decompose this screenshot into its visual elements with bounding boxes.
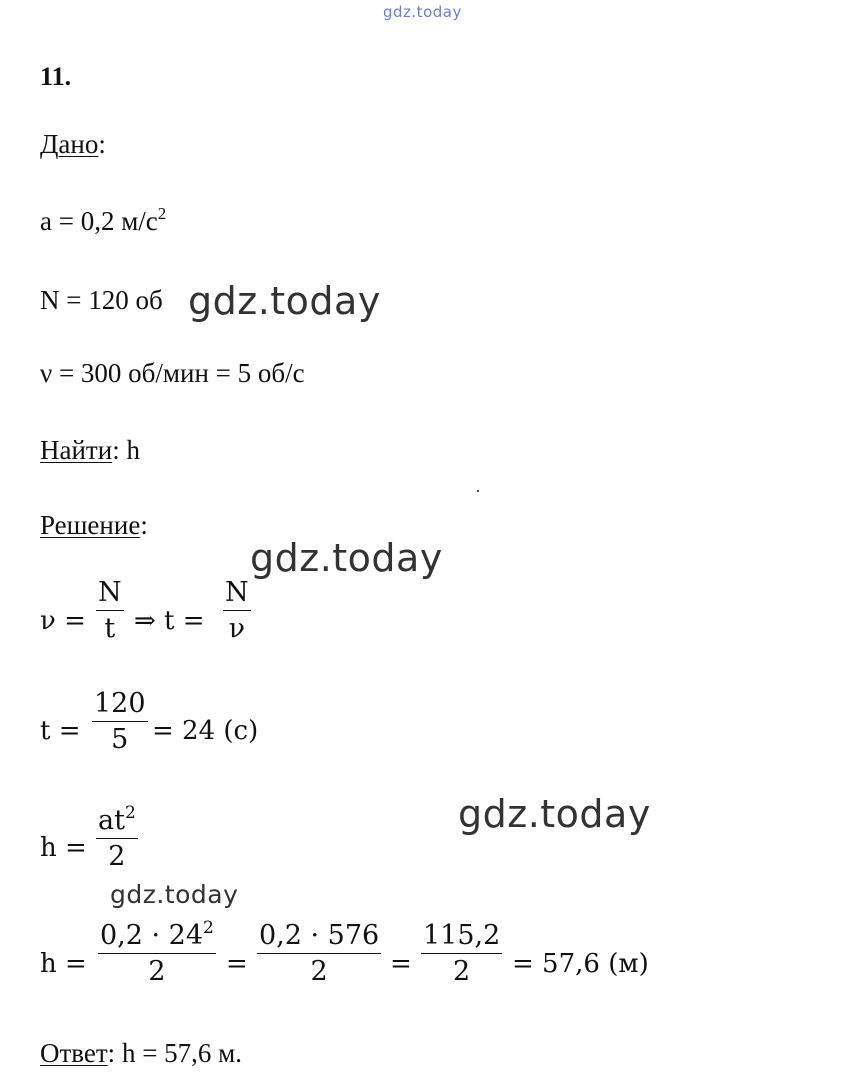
eq1-fraction-1 xyxy=(96,578,124,644)
eq4-num3: 115,2 xyxy=(423,920,501,951)
given-heading: Дано: xyxy=(40,129,106,159)
watermark-4: gdz.today xyxy=(110,880,239,909)
eq4-num1-exp: 2 xyxy=(203,918,214,938)
eq3-lhs: h = xyxy=(40,833,87,863)
eq4-num2: 0,2 · 576 xyxy=(259,920,380,951)
eq1-fraction-2 xyxy=(223,578,251,644)
eq2-rhs: = 24 (с) xyxy=(152,716,259,746)
fraction-bar xyxy=(96,838,138,839)
solution-label: Решение xyxy=(40,510,141,540)
fraction-bar xyxy=(257,953,381,954)
eq4-den2: 2 xyxy=(310,956,328,987)
eq4-den1: 2 xyxy=(148,956,166,987)
eq2-num: 120 xyxy=(94,688,146,719)
watermark-top: gdz.today xyxy=(383,3,462,21)
eq3-num xyxy=(96,803,138,836)
solution-heading: Решение: xyxy=(40,510,148,540)
given-label: Дано xyxy=(40,129,99,159)
fraction-bar xyxy=(421,953,502,954)
problem-number: 11. xyxy=(40,62,72,91)
given-revolutions: N = 120 об xyxy=(40,285,163,315)
eq3-fraction xyxy=(96,803,138,872)
eq1-num2: N xyxy=(225,577,249,608)
eq1-den2: ν xyxy=(228,613,246,644)
find-label: Найти xyxy=(40,435,113,465)
fraction-bar xyxy=(92,721,148,722)
given-acceleration xyxy=(40,206,166,236)
fraction-bar xyxy=(98,953,216,954)
eq4-lhs: h = xyxy=(40,949,87,979)
eq4-fraction-2 xyxy=(257,921,381,987)
given-frequency: ν = 300 об/мин = 5 об/с xyxy=(40,358,305,388)
find-value: h xyxy=(126,435,140,465)
fraction-bar xyxy=(96,610,124,611)
eq1-mid: ⇒ t = xyxy=(134,606,205,636)
eq4-den3: 2 xyxy=(453,956,471,987)
given-a-text: a = 0,2 м/с xyxy=(40,206,158,236)
given-a-exp: 2 xyxy=(157,204,167,223)
watermark-2: gdz.today xyxy=(250,536,443,580)
eq4-num1 xyxy=(98,918,216,951)
eq3-num-text: at xyxy=(98,805,125,836)
answer-label: Ответ xyxy=(40,1038,108,1068)
watermark-1: gdz.today xyxy=(188,279,381,323)
eq1-num1: N xyxy=(98,577,122,608)
eq2-lhs: t = xyxy=(40,716,81,746)
eq4-equals-b: = xyxy=(390,949,412,979)
answer-line: Ответ: h = 57,6 м. xyxy=(40,1038,243,1068)
watermark-3: gdz.today xyxy=(458,792,651,836)
eq4-rhs: = 57,6 (м) xyxy=(512,949,649,979)
eq4-equals-a: = xyxy=(226,949,248,979)
fraction-bar xyxy=(223,610,251,611)
eq4-fraction-3 xyxy=(421,921,502,987)
eq4-num1-text: 0,2 · 24 xyxy=(100,920,204,951)
eq2-fraction xyxy=(92,689,148,755)
eq1-den1: t xyxy=(104,613,116,644)
eq4-fraction-1 xyxy=(98,918,216,987)
stray-dot xyxy=(477,490,479,492)
eq1-lhs: ν = xyxy=(40,606,86,636)
find-line: Найти: h xyxy=(40,435,140,465)
eq3-num-exp: 2 xyxy=(124,803,136,823)
eq2-den: 5 xyxy=(111,724,129,755)
eq3-den: 2 xyxy=(108,841,126,872)
answer-value: h = 57,6 м. xyxy=(121,1038,243,1068)
